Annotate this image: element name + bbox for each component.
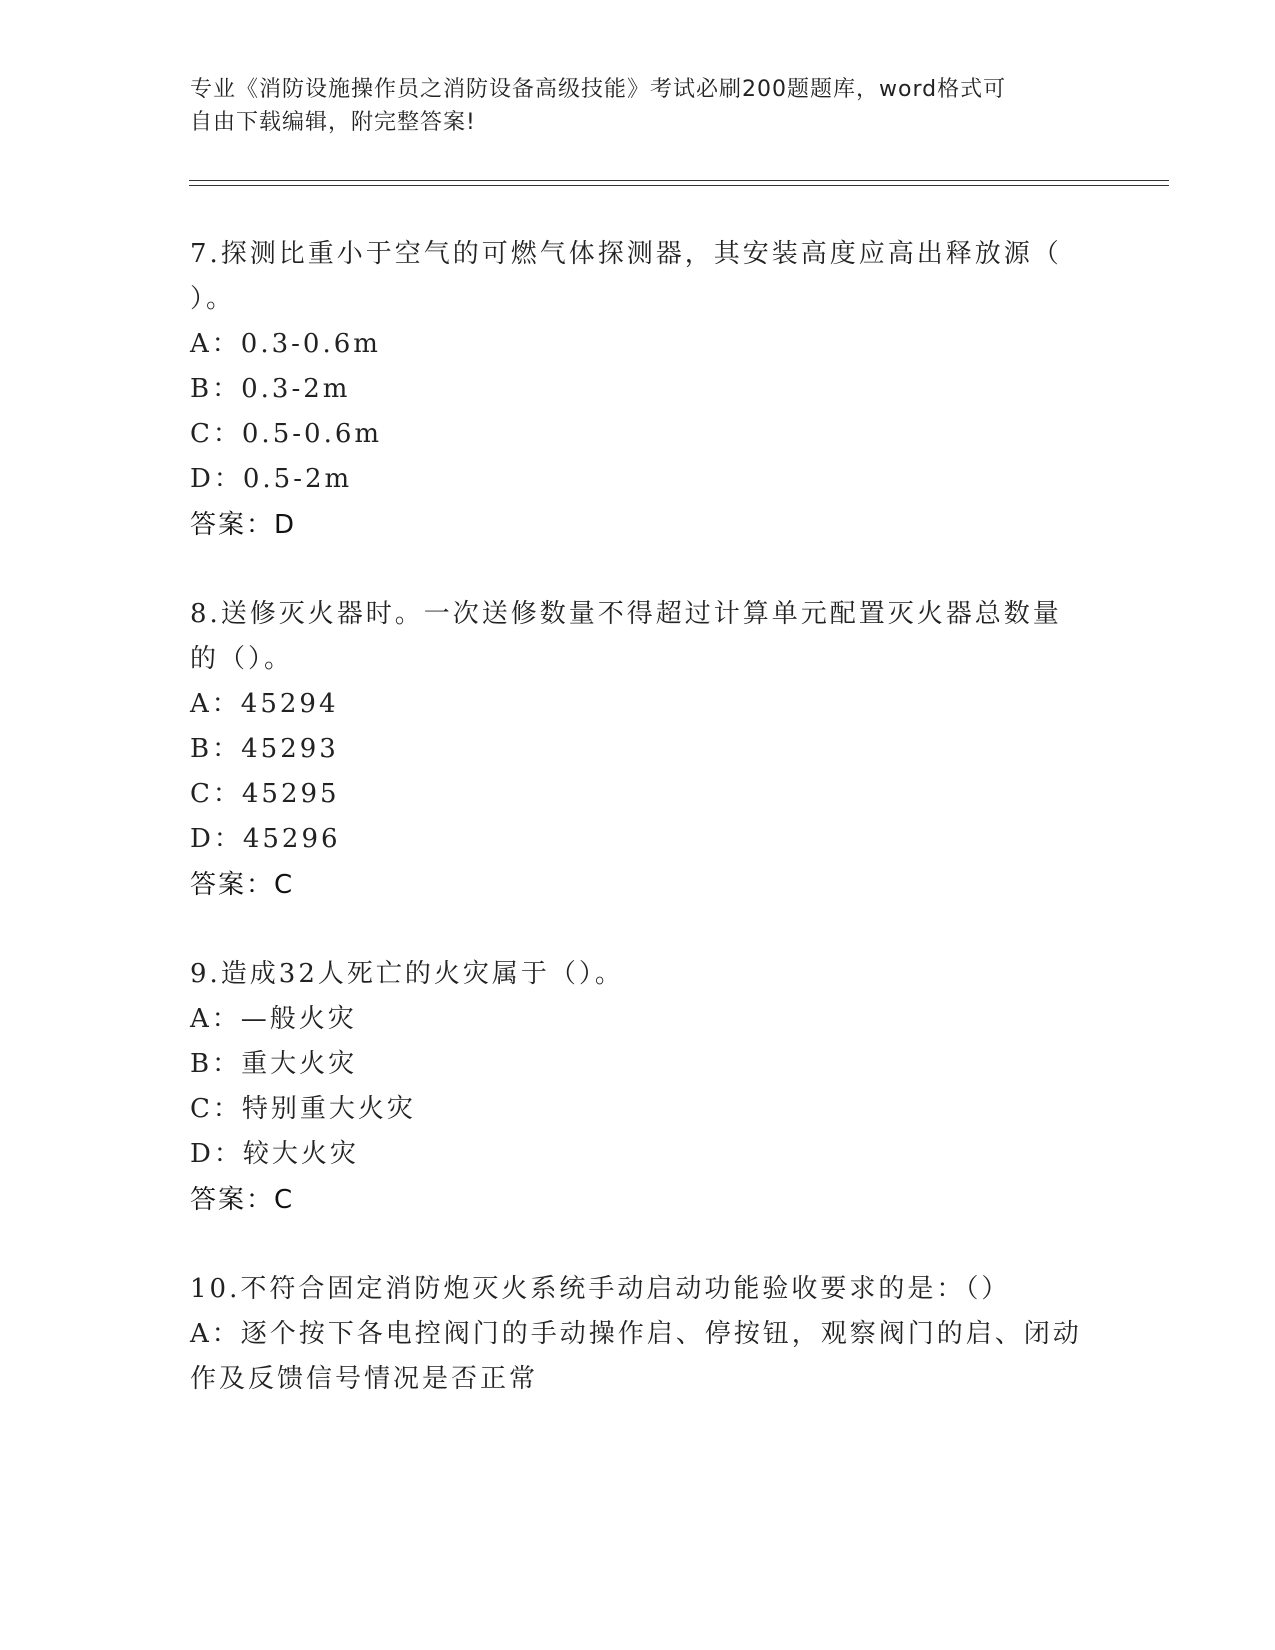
question-8-option-c: C：45295	[190, 779, 340, 809]
question-8-stem-cont: 的（）。	[190, 644, 294, 674]
question-8-option-d: D：45296	[190, 824, 341, 854]
question-7-option-a: A：0.3-0.6m	[190, 329, 381, 359]
question-9-option-c: C：特别重大火灾	[190, 1094, 416, 1124]
question-9-option-d: D：较大火灾	[190, 1139, 359, 1169]
question-8-answer: 答案：C	[190, 870, 295, 900]
question-10-option-a-cont: 作及反馈信号情况是否正常	[190, 1364, 539, 1394]
question-10-option-a: A：逐个按下各电控阀门的手动操作启、停按钮，观察阀门的启、闭动	[190, 1319, 1082, 1349]
header-line-2: 自由下载编辑，附完整答案!	[190, 110, 476, 135]
question-8-option-a: A：45294	[190, 689, 339, 719]
question-8-stem: 8.送修灭火器时。一次送修数量不得超过计算单元配置灭火器总数量	[190, 599, 1062, 629]
question-9-answer: 答案：C	[190, 1185, 295, 1215]
question-8-option-b: B：45293	[190, 734, 339, 764]
question-9-stem: 9.造成32人死亡的火灾属于（）。	[190, 959, 624, 989]
question-9-option-a: A：—般火灾	[190, 1004, 357, 1034]
question-7-answer: 答案：D	[190, 510, 297, 540]
question-7-option-d: D：0.5-2m	[190, 464, 353, 494]
question-7-option-b: B：0.3-2m	[190, 374, 351, 404]
header-divider-top	[189, 180, 1169, 181]
question-10-stem: 10.不符合固定消防炮灭火系统手动启动功能验收要求的是：（）	[190, 1274, 1011, 1304]
question-9-option-b: B：重大火灾	[190, 1049, 358, 1079]
header-line-1: 专业《消防设施操作员之消防设备高级技能》考试必刷200题题库，word格式可	[190, 77, 1007, 102]
header-divider-bottom	[189, 185, 1169, 186]
question-7-option-c: C：0.5-0.6m	[190, 419, 383, 449]
question-7-stem: 7.探测比重小于空气的可燃气体探测器，其安装高度应高出释放源（	[190, 239, 1062, 269]
question-7-stem-cont: ）。	[190, 284, 236, 314]
document-header	[190, 73, 1090, 139]
